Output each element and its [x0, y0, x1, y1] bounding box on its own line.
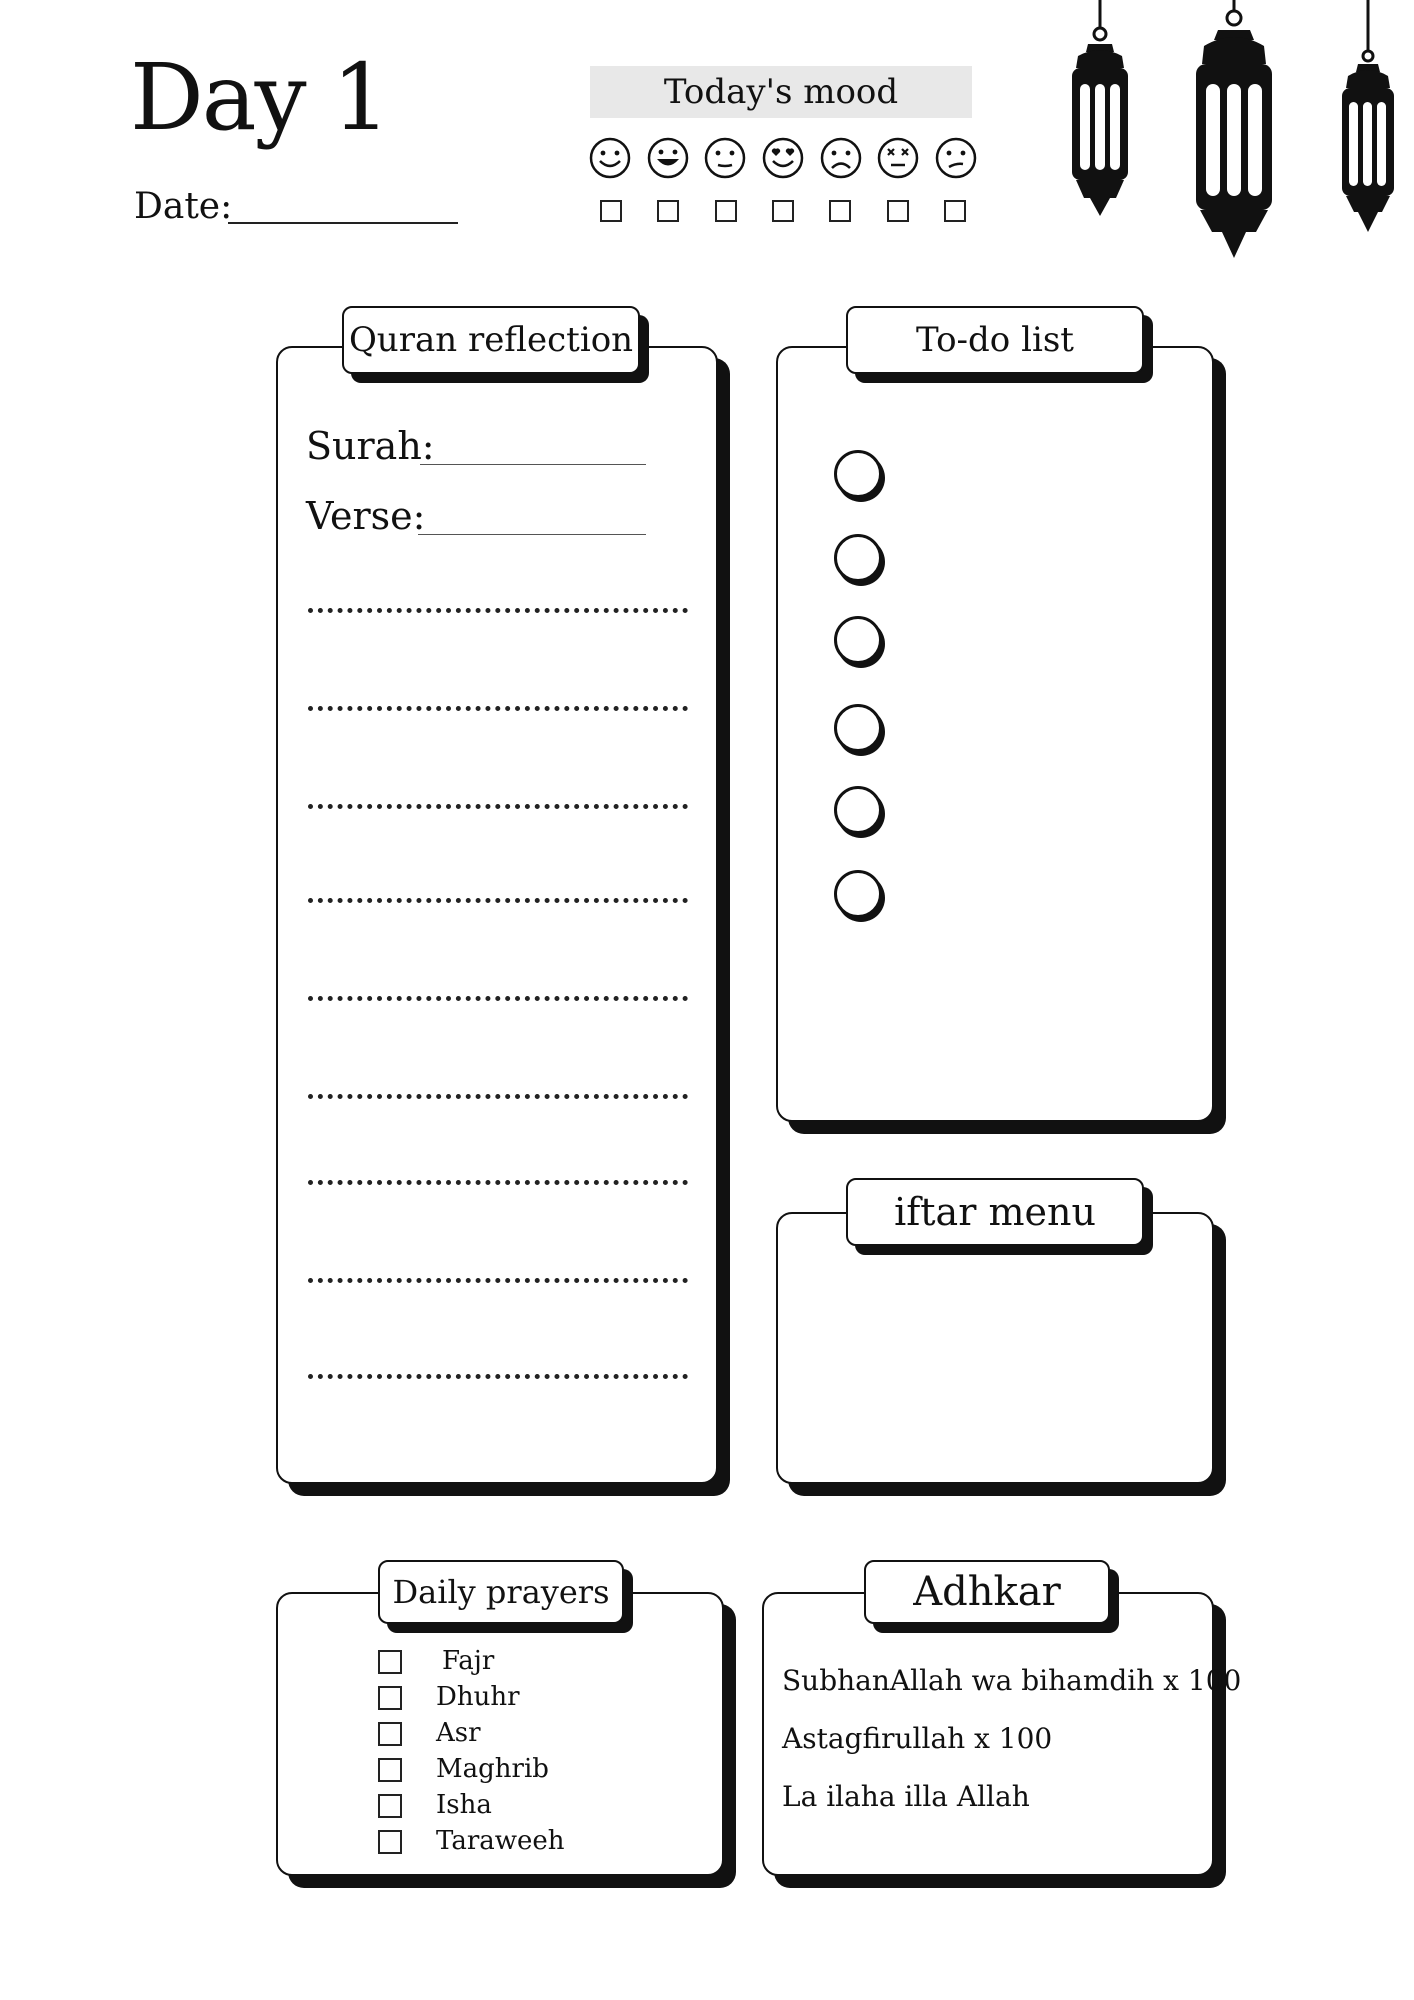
daily-prayers-tab: Daily prayers [378, 1560, 624, 1624]
quran-reflection-tab: Quran reflection [342, 306, 640, 374]
prayer-label: Maghrib [436, 1754, 549, 1784]
verse-field[interactable] [418, 534, 646, 535]
prayer-label: Isha [436, 1790, 492, 1820]
mood-checkbox[interactable] [657, 200, 679, 222]
todo-checkbox[interactable] [834, 534, 882, 582]
reflection-line[interactable] [308, 1374, 688, 1379]
lantern-icon [1196, 0, 1272, 258]
adhkar-item: La ilaha illa Allah [782, 1780, 1030, 1813]
lantern-icon [1072, 0, 1128, 216]
iftar-menu-tab: iftar menu [846, 1178, 1144, 1246]
lantern-icon [1342, 0, 1394, 232]
mood-checkbox[interactable] [944, 200, 966, 222]
mood-checkbox[interactable] [772, 200, 794, 222]
prayer-checkbox[interactable] [378, 1794, 402, 1818]
reflection-line[interactable] [308, 706, 688, 711]
prayer-checkbox[interactable] [378, 1650, 402, 1674]
lanterns-icon [1058, 0, 1414, 262]
mood-faces [588, 136, 978, 186]
prayer-label: Dhuhr [436, 1682, 520, 1712]
date-label: Date: [134, 186, 233, 227]
reflection-line[interactable] [308, 608, 688, 613]
mood-checkbox[interactable] [829, 200, 851, 222]
todo-tab: To-do list [846, 306, 1144, 374]
surah-field[interactable] [420, 464, 646, 465]
reflection-line[interactable] [308, 1278, 688, 1283]
mood-checkbox[interactable] [600, 200, 622, 222]
verse-label: Verse: [306, 494, 426, 538]
reflection-line[interactable] [308, 898, 688, 903]
sad-icon [819, 136, 863, 180]
prayer-checkbox[interactable] [378, 1830, 402, 1854]
surah-label: Surah: [306, 424, 435, 468]
reflection-line[interactable] [308, 996, 688, 1001]
todo-checkbox[interactable] [834, 870, 882, 918]
mood-checkbox[interactable] [887, 200, 909, 222]
reflection-line[interactable] [308, 1180, 688, 1185]
adhkar-item: SubhanAllah wa bihamdih x 100 [782, 1664, 1242, 1697]
prayer-checkbox[interactable] [378, 1686, 402, 1710]
mood-title: Today's mood [663, 72, 899, 112]
mood-checkbox[interactable] [715, 200, 737, 222]
mood-checkboxes [600, 200, 966, 224]
grin-icon [646, 136, 690, 180]
dizzy-icon [876, 136, 920, 180]
prayer-checkbox[interactable] [378, 1758, 402, 1782]
smile-icon [588, 136, 632, 180]
adhkar-tab: Adhkar [864, 1560, 1110, 1624]
page-title: Day 1 [130, 44, 389, 151]
todo-checkbox[interactable] [834, 616, 882, 664]
confused-icon [934, 136, 978, 180]
todo-checkbox[interactable] [834, 450, 882, 498]
date-field[interactable] [228, 222, 458, 224]
neutral-icon [703, 136, 747, 180]
prayer-label: Taraweeh [436, 1826, 565, 1856]
prayer-label: Asr [436, 1718, 481, 1748]
reflection-line[interactable] [308, 1094, 688, 1099]
prayer-checkbox[interactable] [378, 1722, 402, 1746]
todo-checkbox[interactable] [834, 786, 882, 834]
reflection-line[interactable] [308, 804, 688, 809]
mood-header [590, 66, 972, 118]
heart-eyes-icon [761, 136, 805, 180]
todo-checkbox[interactable] [834, 704, 882, 752]
iftar-menu-card [776, 1212, 1214, 1484]
prayer-label: Fajr [442, 1646, 495, 1676]
adhkar-item: Astagfirullah x 100 [782, 1722, 1053, 1755]
